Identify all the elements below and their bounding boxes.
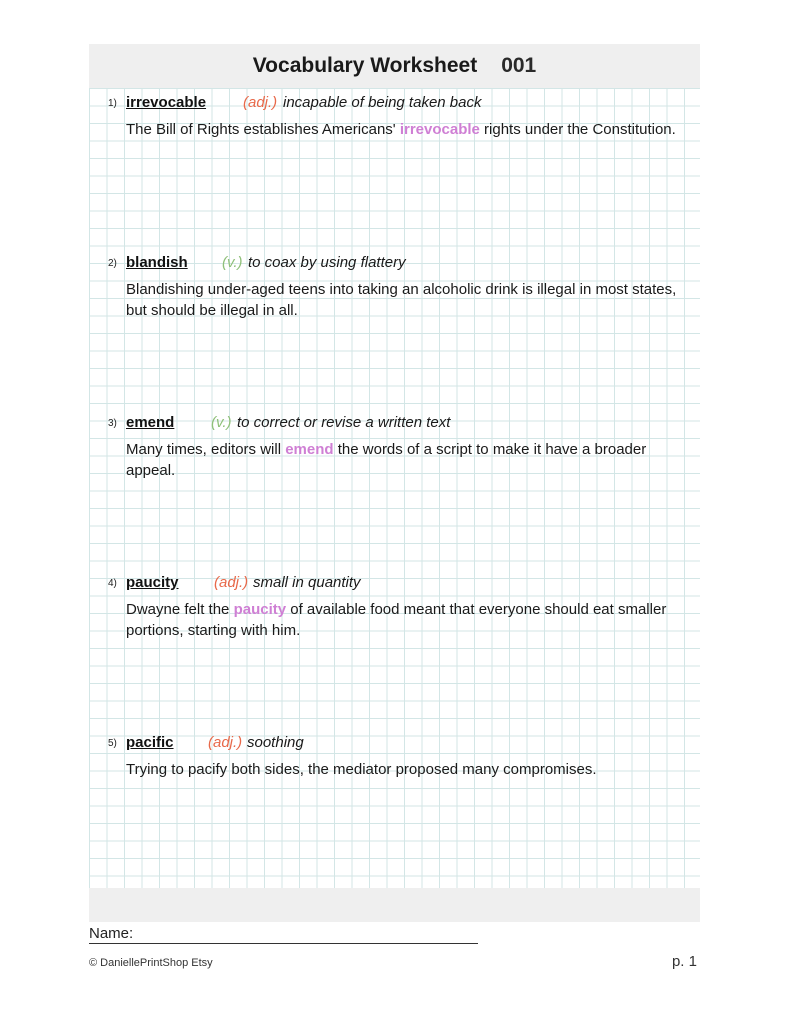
sentence-text: Dwayne felt the — [126, 601, 234, 618]
entry-index: 5) — [108, 738, 117, 749]
page-number: p. 1 — [671, 953, 697, 970]
definition: small in quantity — [253, 574, 361, 591]
part-of-speech: (v.) — [222, 254, 243, 271]
name-field[interactable] — [89, 925, 478, 944]
part-of-speech: (adj.) — [214, 574, 249, 591]
sentence-text: The Bill of Rights establishes Americans' — [126, 121, 400, 138]
entry-index: 2) — [108, 258, 117, 269]
example-sentence — [126, 279, 696, 321]
vocab-word: irrevocable — [126, 94, 207, 111]
vocab-word: pacific — [126, 734, 174, 751]
name-label: Name: — [89, 925, 134, 942]
sentence-text: of available food meant that everyone should eat smaller portions, starting with him. — [126, 601, 667, 639]
example-sentence — [126, 119, 696, 140]
page-title: Vocabulary Worksheet — [252, 54, 478, 77]
entry-heading — [89, 734, 700, 754]
sentence-text: Trying to pacify both sides, the mediator proposed many compromises. — [126, 761, 597, 778]
part-of-speech: (adj.) — [243, 94, 278, 111]
definition: incapable of being taken back — [283, 94, 482, 111]
sentence-text: Many times, editors will — [126, 441, 286, 458]
title-bar — [89, 44, 700, 88]
example-sentence — [126, 439, 696, 481]
vocab-word: blandish — [126, 254, 188, 271]
entry-index: 4) — [108, 578, 117, 589]
entry-heading — [89, 574, 700, 594]
worksheet-number: 001 — [501, 54, 537, 77]
vocab-word: paucity — [126, 574, 179, 591]
copyright-text: © DaniellePrintShop Etsy — [89, 957, 213, 969]
highlighted-word: emend — [285, 441, 334, 458]
entry-heading — [89, 94, 700, 114]
part-of-speech: (adj.) — [208, 734, 243, 751]
sentence-text: the words of a script to make it have a broader appeal. — [126, 441, 647, 479]
highlighted-word: irrevocable — [399, 121, 480, 138]
example-sentence — [126, 759, 696, 780]
entry-index: 1) — [108, 98, 117, 109]
entry-heading — [89, 254, 700, 274]
definition: to correct or revise a written text — [237, 414, 451, 431]
sentence-text: Blandishing under-aged teens into taking an alcoholic drink is illegal in most states, but should be illegal in all. — [126, 281, 677, 319]
vocab-word: emend — [126, 414, 175, 431]
part-of-speech: (v.) — [211, 414, 232, 431]
definition: soothing — [247, 734, 304, 751]
highlighted-word: paucity — [233, 601, 287, 618]
definition: to coax by using flattery — [248, 254, 406, 271]
footer-bar — [89, 888, 700, 922]
worksheet-page — [89, 44, 700, 922]
example-sentence — [126, 599, 696, 641]
entry-heading — [89, 414, 700, 434]
sentence-text: rights under the Constitution. — [479, 121, 676, 138]
entry-index: 3) — [108, 418, 117, 429]
